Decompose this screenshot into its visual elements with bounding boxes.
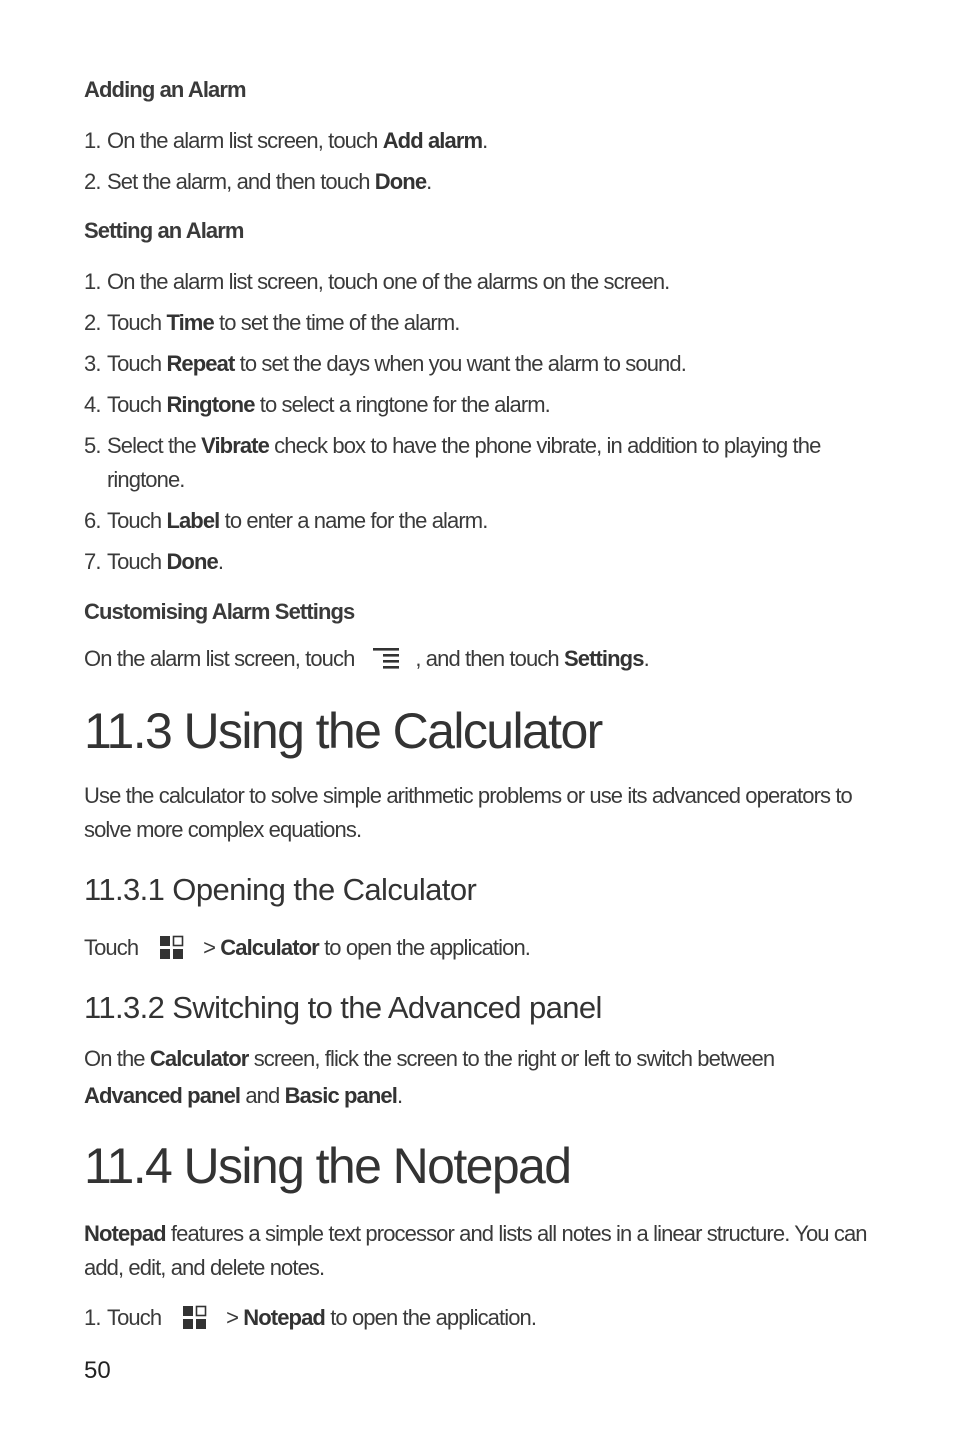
- list-item: 7. Touch Done.: [84, 549, 224, 574]
- list-item: 3. Touch Repeat to set the days when you want the alarm to sound.: [84, 351, 686, 376]
- list-item: 1. Touch > Notepad to open the application.: [84, 1305, 537, 1330]
- customising-paragraph: On the alarm list screen, touch , and then touch Settings.: [84, 646, 649, 671]
- list-item: 1. On the alarm list screen, touch Add alarm.: [84, 128, 488, 153]
- calculator-intro: Use the calculator to solve simple arithmetic problems or use its advanced operators to solve more complex equations.: [84, 783, 852, 842]
- subsection-title-opening: 11.3.1 Opening the Calculator: [84, 872, 477, 907]
- opening-paragraph: Touch > Calculator to open the application.: [84, 935, 530, 960]
- list-item: 6. Touch Label to enter a name for the alarm.: [84, 508, 488, 533]
- list-item: 2. Touch Time to set the time of the alarm.: [84, 310, 460, 335]
- apps-grid-icon: [182, 1305, 208, 1331]
- list-item: 4. Touch Ringtone to select a ringtone for the alarm.: [84, 392, 550, 417]
- heading-customising-alarm: Customising Alarm Settings: [84, 599, 355, 624]
- list-item: 1. On the alarm list screen, touch one of the alarms on the screen.: [84, 269, 670, 294]
- section-title-notepad: 11.4 Using the Notepad: [84, 1138, 571, 1194]
- heading-setting-alarm: Setting an Alarm: [84, 218, 244, 243]
- section-title-calculator: 11.3 Using the Calculator: [84, 703, 602, 759]
- menu-icon: [373, 646, 403, 672]
- subsection-title-switching: 11.3.2 Switching to the Advanced panel: [84, 990, 602, 1025]
- apps-grid-icon: [159, 935, 185, 961]
- switching-paragraph: On the Calculator screen, flick the screen to the right or left to switch between Advanced panel and Basic panel.: [84, 1046, 775, 1108]
- page-number: 50: [84, 1357, 111, 1384]
- heading-adding-alarm: Adding an Alarm: [84, 77, 246, 102]
- list-item: 2. Set the alarm, and then touch Done.: [84, 169, 432, 194]
- list-item: 5. Select the Vibrate check box to have the phone vibrate, in addition to playing the ringtone.: [84, 433, 821, 492]
- notepad-intro: Notepad features a simple text processor and lists all notes in a linear structure. You can add, edit, and delete notes.: [84, 1221, 867, 1280]
